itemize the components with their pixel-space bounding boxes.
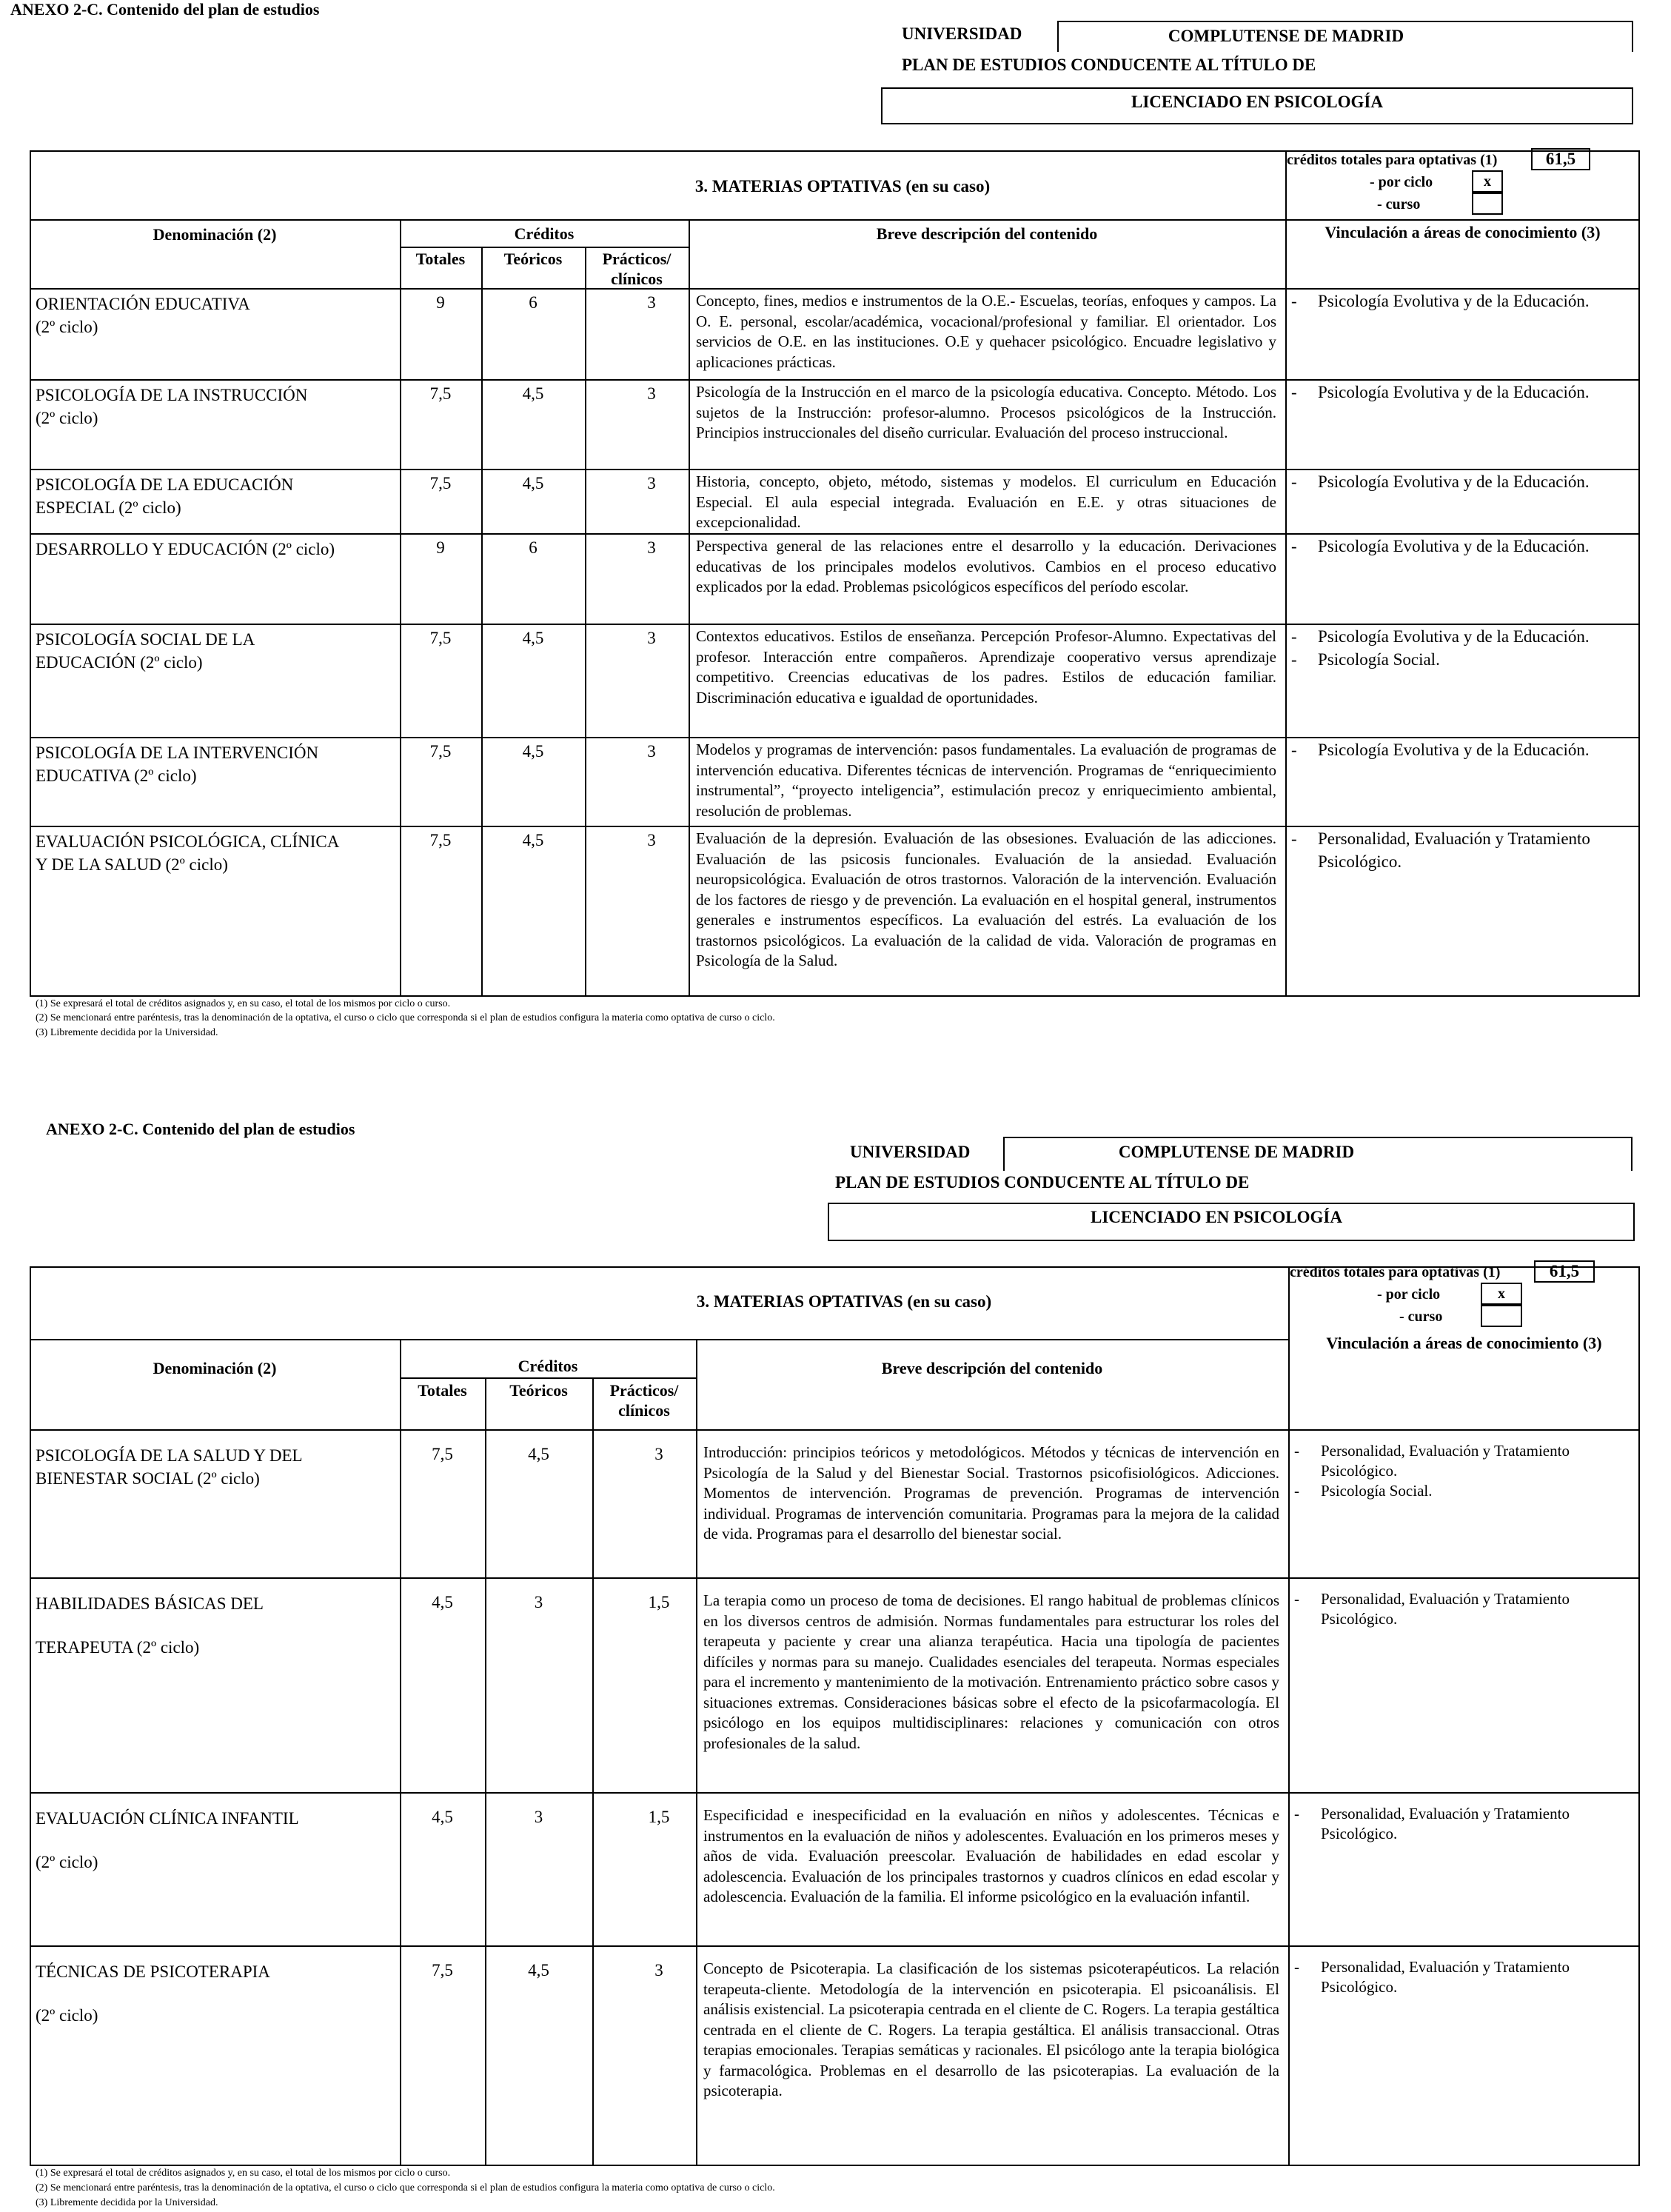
credits-teoricos: 4,5: [522, 629, 544, 647]
credits-teoricos: 3: [534, 1593, 543, 1611]
knowledge-areas: [1291, 535, 1631, 558]
subject-description: Evaluación de la depresión. Evaluación de las obsesiones. Evaluación de las adicciones. Evaluación de las psicosis funcionales. Evaluación de la ansiedad. Evaluación neuropsicológica. Evaluación de otros trastornos. Valoración de la intervención. Evaluación de los factores de riesgo y de prevención. La evaluación en el hospital general, instrumentos generales e instrumentos específicos. La evaluación del estrés. La evaluación de los trastornos psicológicos. La evaluación de la calidad de vida. Valoración de programas en Psicología de la Salud.: [696, 829, 1276, 969]
knowledge-area-label: Psicología Social.: [1321, 1482, 1433, 1500]
subject-description: Introducción: principios teóricos y metodológicos. Métodos y técnicas de intervención en Psicología de la Salud y del Bienestar Social. Trastornos psicofisiológicos. Adicciones. Momentos de intervención. Programas de prevención. Programas de intervención individual. Programas de intervención comunitaria. Programas para la mejora de la calidad de vida. Programas para el desarrollo del bienestar social.: [703, 1443, 1279, 1543]
credits-totales: 7,5: [432, 1445, 453, 1463]
curso-label: - curso: [1377, 196, 1421, 213]
section-title: 3. MATERIAS OPTATIVAS (en su caso): [694, 177, 991, 196]
knowledge-area-item: [1294, 1441, 1631, 1481]
row-separator: [30, 1945, 1640, 1947]
subject-name-line: PSICOLOGÍA DE LA INSTRUCCIÓN: [36, 386, 308, 404]
bullet-dash: -: [1291, 383, 1297, 401]
bullet-dash: -: [1291, 829, 1297, 848]
credits-teoricos: 4,5: [522, 742, 544, 761]
credits-totales: 7,5: [432, 1961, 453, 1979]
credits-totales: 7,5: [429, 629, 452, 647]
por-ciclo-label: - por ciclo: [1370, 174, 1433, 190]
credits-totales: 7,5: [429, 384, 452, 403]
titulo-value: LICENCIADO EN PSICOLOGÍA: [881, 87, 1633, 124]
anexo-title: ANEXO 2-C. Contenido del plan de estudios: [10, 0, 320, 19]
knowledge-area-item: [1291, 290, 1631, 313]
subject-description: Historia, concepto, objeto, método, sistemas y modelos. El curriculum en Educación Especial. El aula especial integrada. Evaluación en E.E. y otras situaciones de excepcionalidad.: [696, 472, 1276, 531]
col-creditos-2: Créditos: [518, 1357, 578, 1375]
subject-name: [36, 830, 397, 876]
subject-name-line: TERAPEUTA (2º ciclo): [36, 1638, 200, 1657]
subject-name: [36, 473, 397, 519]
subject-name-line: (2º ciclo): [36, 1853, 98, 1871]
plan-label-2: PLAN DE ESTUDIOS CONDUCENTE AL TÍTULO DE: [835, 1173, 1250, 1192]
knowledge-area-item: [1291, 738, 1631, 761]
knowledge-areas: [1291, 290, 1631, 313]
col-vinculacion: Vinculación a áreas de conocimiento (3): [1325, 223, 1601, 241]
subject-name-line: (2º ciclo): [36, 2006, 98, 2025]
knowledge-areas: [1291, 381, 1631, 404]
knowledge-area-item: [1291, 827, 1631, 873]
subject-name-line: [36, 1615, 397, 1636]
knowledge-areas: [1291, 738, 1631, 761]
credits-teoricos: 4,5: [528, 1961, 549, 1979]
bullet-dash: -: [1291, 650, 1297, 669]
credits-practicos: 3: [647, 831, 656, 849]
subject-name-line: EDUCACIÓN (2º ciclo): [36, 653, 203, 672]
subject-name-line: PSICOLOGÍA SOCIAL DE LA: [36, 630, 255, 649]
knowledge-area-item: [1291, 648, 1631, 671]
knowledge-area-label: Psicología Evolutiva y de la Educación.: [1318, 472, 1590, 491]
col-descripcion-2: Breve descripción del contenido: [881, 1359, 1103, 1377]
knowledge-areas: [1291, 827, 1631, 873]
bullet-dash: -: [1294, 1958, 1299, 1976]
credits-practicos: 3: [647, 742, 656, 761]
knowledge-areas: [1294, 1589, 1631, 1629]
subject-name-line: DESARROLLO Y EDUCACIÓN (2º ciclo): [36, 540, 335, 558]
subject-name-line: ORIENTACIÓN EDUCATIVA: [36, 295, 250, 313]
por-ciclo-mark: x: [1472, 170, 1503, 193]
creditos-totales-value: 61,5: [1531, 148, 1590, 170]
row-separator: [30, 1577, 1640, 1579]
por-ciclo-label-2: - por ciclo: [1377, 1286, 1441, 1303]
credits-practicos: 3: [647, 538, 656, 557]
credits-teoricos: 4,5: [522, 384, 544, 403]
subject-name: [36, 384, 397, 430]
knowledge-area-item: [1291, 625, 1631, 648]
subject-name-line: EVALUACIÓN PSICOLÓGICA, CLÍNICA: [36, 832, 340, 851]
subject-name-line: PSICOLOGÍA DE LA SALUD Y DEL: [36, 1446, 303, 1465]
credits-teoricos: 4,5: [528, 1445, 549, 1463]
subject-name-line: [36, 1983, 397, 2004]
row-separator: [30, 1792, 1640, 1794]
subject-name-line: EDUCATIVA (2º ciclo): [36, 766, 197, 785]
subject-description: La terapia como un proceso de toma de decisiones. El rango habitual de problemas clínicos en los diversos centros de admisión. Normas fundamentales para estructurar los roles del terapeuta y paciente y crear una alianza terapéutica. Hacia una tipología de pacientes difíciles y normas para su manejo. Cualidades esenciales del terapeuta. Normas especiales para el incremento y mantenimiento de la motivación. Entrenamiento práctico sobre casos y situaciones extremas. Consideraciones básicas sobre el efecto de la psicofarmacología. El psicólogo en los equipos multidisciplinares: relaciones y comunicación con otros profesionales de la salud.: [703, 1591, 1279, 1752]
subject-name-line: ESPECIAL (2º ciclo): [36, 498, 181, 517]
bullet-dash: -: [1291, 292, 1297, 310]
credits-teoricos: 4,5: [522, 474, 544, 492]
subject-name: [36, 741, 397, 787]
subject-name: [36, 293, 397, 338]
credits-practicos: 3: [647, 474, 656, 492]
knowledge-area-label: Personalidad, Evaluación y Tratamiento Psicológico.: [1318, 829, 1590, 871]
credits-practicos: 1,5: [648, 1593, 670, 1611]
bullet-dash: -: [1291, 537, 1297, 555]
knowledge-area-label: Personalidad, Evaluación y Tratamiento Psicológico.: [1321, 1958, 1570, 1996]
subject-name-line: PSICOLOGÍA DE LA EDUCACIÓN: [36, 475, 294, 494]
credits-practicos: 3: [647, 629, 656, 647]
subject-name-line: Y DE LA SALUD (2º ciclo): [36, 855, 228, 874]
credits-totales: 4,5: [432, 1808, 453, 1826]
knowledge-area-label: Personalidad, Evaluación y Tratamiento Psicológico.: [1321, 1442, 1570, 1480]
col-practicos-1: Prácticos/: [602, 250, 672, 268]
col-practicos-2-2: clínicos: [618, 1401, 670, 1420]
knowledge-area-item: [1291, 470, 1631, 493]
subject-name: [36, 1592, 397, 1659]
anexo-title-2: ANEXO 2-C. Contenido del plan de estudios: [46, 1120, 355, 1138]
subject-name-line: EVALUACIÓN CLÍNICA INFANTIL: [36, 1809, 299, 1828]
subject-name-line: (2º ciclo): [36, 318, 98, 336]
subject-name-line: TÉCNICAS DE PSICOTERAPIA: [36, 1962, 270, 1981]
knowledge-areas: [1291, 625, 1631, 671]
subject-name-line: [36, 1830, 397, 1851]
credits-teoricos: 6: [529, 538, 538, 557]
subject-description: Concepto de Psicoterapia. La clasificación de los sistemas psicoterapéuticos. La relación terapeuta-cliente. Metodología de la intervención en psicoterapia. El psicoanálisis. El análisis existencial. La psicoterapia centrada en el cliente de C. Rogers. La terapia gestáltica centrada en el cliente de C. Rogers. La terapia gestáltica. El análisis transaccional. Otras terapias emocionales. Terapias semáticas y racionales. El psicólogo ante la terapia biológica y farmacológica. Problemas en el desarrollo de las psicoterapias. La evaluación de la psicoterapia.: [703, 1959, 1279, 2099]
subject-name-line: PSICOLOGÍA DE LA INTERVENCIÓN: [36, 744, 319, 762]
knowledge-area-label: Psicología Evolutiva y de la Educación.: [1318, 627, 1590, 646]
subject-description: Concepto, fines, medios e instrumentos de la O.E.- Escuelas, teorías, enfoques y campos. La O. E. personal, escolar/académica, vocacional/profesional y familiar. El orientador. Los servicios de O.E. en las instituciones. O.E y quehacer psicológico. Encuadre legislativo y aplicaciones prácticas.: [696, 292, 1276, 371]
footnote-3-2: (3) Libremente decidida por la Universidad.: [36, 2197, 218, 2208]
bullet-dash: -: [1291, 627, 1297, 646]
subject-name-line: (2º ciclo): [36, 409, 98, 427]
footnote-1-2: (1) Se expresará el total de créditos asignados y, en su caso, el total de los mismos por ciclo o curso.: [36, 2168, 451, 2179]
knowledge-area-label: Personalidad, Evaluación y Tratamiento Psicológico.: [1321, 1590, 1570, 1628]
subject-name: [36, 1444, 397, 1490]
creditos-totales-value-2: 61,5: [1534, 1260, 1595, 1283]
knowledge-area-item: [1294, 1589, 1631, 1629]
col-practicos-2: clínicos: [611, 270, 663, 288]
universidad-value: COMPLUTENSE DE MADRID: [1057, 21, 1633, 52]
knowledge-area-item: [1294, 1804, 1631, 1844]
subject-name: [36, 1807, 397, 1874]
subject-description: Psicología de la Instrucción en el marco de la psicología educativa. Concepto. Método. Los sujetos de la Instrucción: profesor-alumno. Procesos psicológicos de la Instrucción. Principios instruccionales del diseño curricular. Evaluación del proceso instruccional.: [696, 383, 1276, 441]
subject-name-line: HABILIDADES BÁSICAS DEL: [36, 1594, 264, 1613]
subject-description: Perspectiva general de las relaciones entre el desarrollo y la educación. Derivaciones educativas de los principales modelos evolutivos. Cambios en el proceso educativo explicados por la edad. Problemas psicológicos específicos del período escolar.: [696, 537, 1276, 595]
bullet-dash: -: [1291, 741, 1297, 759]
bullet-dash: -: [1294, 1482, 1299, 1500]
bullet-dash: -: [1294, 1805, 1299, 1822]
knowledge-area-label: Psicología Social.: [1318, 650, 1440, 669]
footnote-3: (3) Libremente decidida por la Universidad.: [36, 1027, 218, 1038]
col-denominacion-2: Denominación (2): [153, 1359, 277, 1377]
knowledge-area-label: Psicología Evolutiva y de la Educación.: [1318, 537, 1590, 555]
footnote-2-2: (2) Se mencionará entre paréntesis, tras la denominación de la optativa, el curso o ciclo que corresponda si el plan de estudios configura la materia como optativa de curso o ciclo.: [36, 2182, 775, 2193]
credits-totales: 7,5: [429, 742, 452, 761]
credits-practicos: 3: [654, 1961, 663, 1979]
creditos-totales-label-2: créditos totales para optativas (1): [1290, 1264, 1501, 1280]
knowledge-areas: [1291, 470, 1631, 493]
col-teoricos: Teóricos: [503, 250, 563, 268]
footnote-2: (2) Se mencionará entre paréntesis, tras la denominación de la optativa, el curso o ciclo que corresponda si el plan de estudios configura la materia como optativa de curso o ciclo.: [36, 1012, 775, 1023]
knowledge-areas: [1294, 1804, 1631, 1844]
knowledge-area-label: Personalidad, Evaluación y Tratamiento Psicológico.: [1321, 1805, 1570, 1842]
col-creditos: Créditos: [514, 224, 575, 243]
curso-box-2: [1481, 1305, 1522, 1327]
credits-totales: 4,5: [432, 1593, 453, 1611]
subject-name: [36, 538, 397, 561]
bullet-dash: -: [1294, 1442, 1299, 1460]
subject-description: Especificidad e inespecificidad en la evaluación en niños y adolescentes. Técnicas e instrumentos en la evaluación de niños y adolescentes. Evaluación en los primeros meses y años de vida. Evaluación preescolar. Evaluación de habilidades en edad escolar y adolescencia. Evaluación de los principales trastornos y cuadros clínicos en edad escolar y adolescencia. Evaluación de la familia. El informe psicológico en la evaluación infantil.: [703, 1806, 1279, 1905]
por-ciclo-mark-2: x: [1481, 1283, 1522, 1305]
credits-totales: 7,5: [429, 831, 452, 849]
subject-description: Contextos educativos. Estilos de enseñanza. Percepción Profesor-Alumno. Expectativas del profesor. Interacción entre compañeros. Aprendizaje cooperativo versus aprendizaje competitivo. Creencias educativas de los padres. Estilos de educación familiar. Discriminación educativa e igualdad de oportunidades.: [696, 627, 1276, 706]
knowledge-area-label: Psicología Evolutiva y de la Educación.: [1318, 383, 1590, 401]
subject-description: Modelos y programas de intervención: pasos fundamentales. La evaluación de programas de intervención educativa. Diferentes técnicas de intervención. Programas de “enriquecimiento instrumental”, “proyecto inteligencia”, estimulación precoz y enriquecimiento ambiental, resolución de problemas.: [696, 741, 1276, 820]
col-vinculacion-2: Vinculación a áreas de conocimiento (3): [1326, 1334, 1602, 1352]
col-denominacion: Denominación (2): [153, 225, 277, 244]
subject-name-line: BIENESTAR SOCIAL (2º ciclo): [36, 1469, 260, 1488]
knowledge-area-label: Psicología Evolutiva y de la Educación.: [1318, 292, 1590, 310]
subject-name: [36, 628, 397, 674]
credits-teoricos: 6: [529, 293, 538, 312]
curso-label-2: - curso: [1399, 1309, 1443, 1325]
knowledge-areas: [1294, 1957, 1631, 1997]
credits-practicos: 3: [654, 1445, 663, 1463]
col-practicos-1-2: Prácticos/: [609, 1381, 679, 1400]
plan-label: PLAN DE ESTUDIOS CONDUCENTE AL TÍTULO DE: [902, 56, 1316, 74]
knowledge-area-item: [1291, 535, 1631, 558]
titulo-value-2: LICENCIADO EN PSICOLOGÍA: [828, 1203, 1635, 1241]
knowledge-area-item: [1291, 381, 1631, 404]
credits-practicos: 1,5: [648, 1808, 670, 1826]
curso-box: [1472, 193, 1503, 215]
universidad-label: UNIVERSIDAD: [902, 24, 1022, 43]
credits-teoricos: 4,5: [522, 831, 544, 849]
col-teoricos-2: Teóricos: [509, 1381, 568, 1400]
universidad-value-2: COMPLUTENSE DE MADRID: [1003, 1137, 1633, 1171]
bullet-dash: -: [1291, 472, 1297, 491]
credits-practicos: 3: [647, 384, 656, 403]
universidad-label-2: UNIVERSIDAD: [850, 1143, 971, 1161]
knowledge-area-item: [1294, 1957, 1631, 1997]
footnote-1: (1) Se expresará el total de créditos asignados y, en su caso, el total de los mismos por ciclo o curso.: [36, 998, 451, 1009]
section-title-2: 3. MATERIAS OPTATIVAS (en su caso): [696, 1292, 992, 1311]
col-descripcion: Breve descripción del contenido: [876, 224, 1098, 243]
credits-totales: 7,5: [429, 474, 452, 492]
knowledge-area-item: [1294, 1481, 1631, 1501]
subject-name: [36, 1960, 397, 2027]
credits-totales: 9: [436, 538, 445, 557]
knowledge-area-label: Psicología Evolutiva y de la Educación.: [1318, 741, 1590, 759]
knowledge-areas: [1294, 1441, 1631, 1501]
col-totales: Totales: [415, 250, 466, 268]
credits-teoricos: 3: [534, 1808, 543, 1826]
credits-practicos: 3: [647, 293, 656, 312]
credits-totales: 9: [436, 293, 445, 312]
creditos-totales-label: créditos totales para optativas (1): [1287, 152, 1498, 168]
col-totales-2: Totales: [418, 1381, 467, 1400]
bullet-dash: -: [1294, 1590, 1299, 1608]
